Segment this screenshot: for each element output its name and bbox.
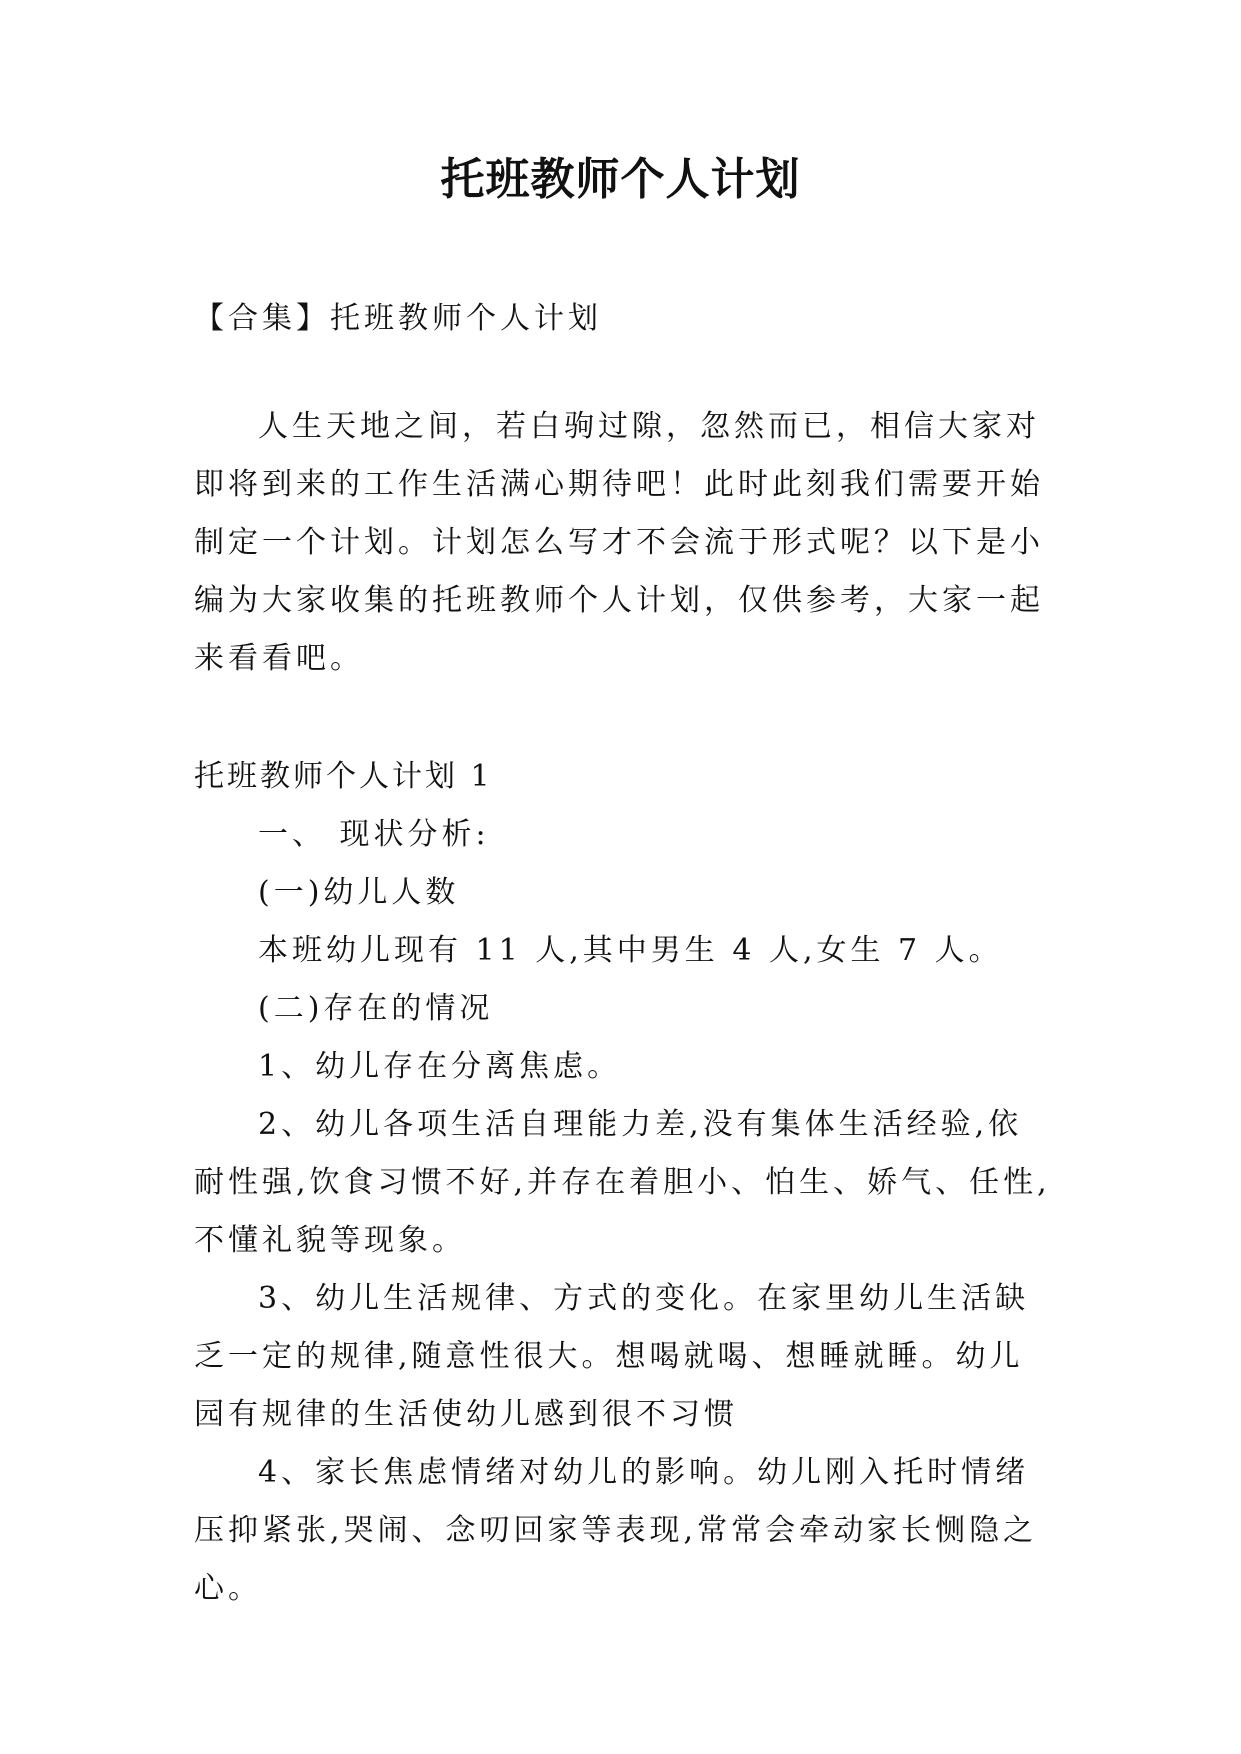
document-title: 托班教师个人计划 [440, 154, 801, 205]
document-body [194, 290, 1054, 1618]
section-title: 托班教师个人计划 1 [194, 759, 493, 794]
paragraph-item-4: 4、家长焦虑情绪对幼儿的影响。幼儿刚入托时情绪压抑紧张,哭闹、念叨回家等表现,常常会牵动家长恻隐之心。 [194, 1455, 1038, 1606]
paragraph-item-1: 1、幼儿存在分离焦虑。 [258, 1049, 622, 1084]
intro-paragraph: 人生天地之间，若白驹过隙，忽然而已，相信大家对即将到来的工作生活满心期待吧！此时此刻我们需要开始制定一个计划。计划怎么写才不会流于形式呢？以下是小编为大家收集的托班教师个人计划，仅供参考，大家一起来看看吧。 [194, 409, 1044, 676]
paragraph-status-analysis: 一、 现状分析: [258, 817, 490, 852]
paragraph-children-count-heading: (一)幼儿人数 [258, 875, 460, 910]
paragraph-item-3: 3、幼儿生活规律、方式的变化。在家里幼儿生活缺乏一定的规律,随意性很大。想喝就喝、想睡就睡。幼儿园有规律的生活使幼儿感到很不习惯 [194, 1281, 1030, 1432]
paragraph-item-2: 2、幼儿各项生活自理能力差,没有集体生活经验,依耐性强,饮食习惯不好,并存在着胆小、怕生、娇气、任性,不懂礼貌等现象。 [194, 1107, 1051, 1258]
paragraph-children-count: 本班幼儿现有 11 人,其中男生 4 人,女生 7 人。 [258, 933, 1003, 968]
document-subtitle: 【合集】托班教师个人计划 [194, 301, 602, 336]
paragraph-situation-heading: (二)存在的情况 [258, 991, 494, 1026]
